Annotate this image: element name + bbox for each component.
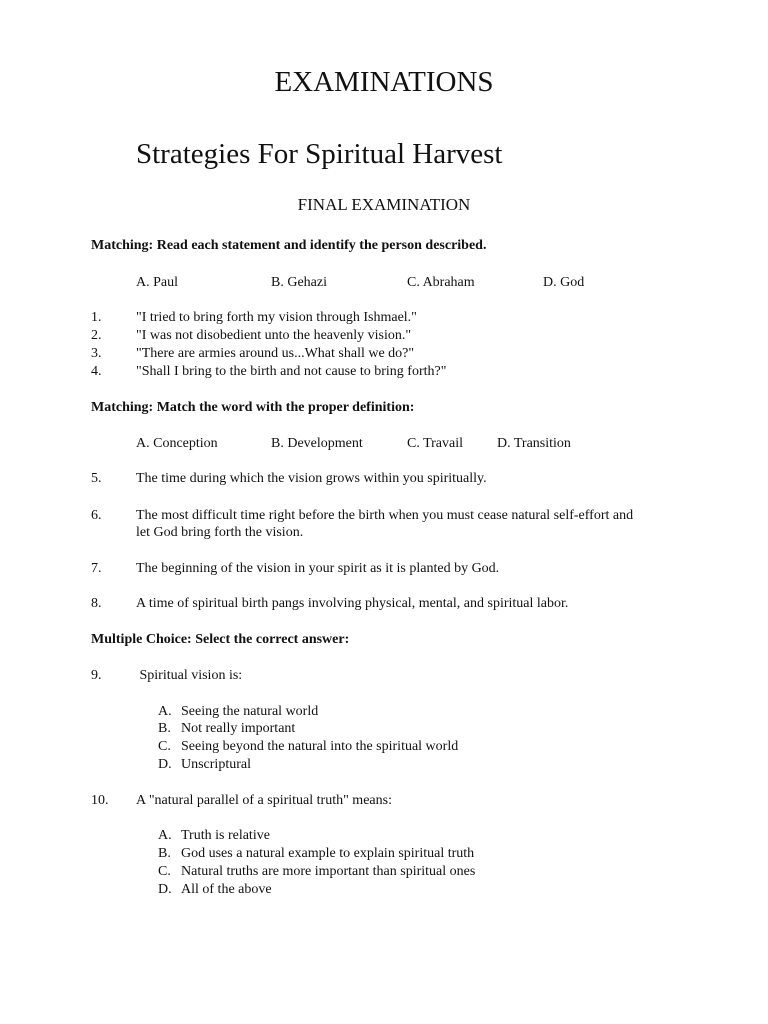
option-a: A. Paul <box>136 275 178 290</box>
item-number: 3. <box>91 346 102 361</box>
item-number: 4. <box>91 364 102 379</box>
choice-letter: A. <box>158 828 172 843</box>
choice-text: Unscriptural <box>181 757 251 772</box>
choice-text: All of the above <box>181 882 272 897</box>
option-b: B. Gehazi <box>271 275 327 290</box>
item-text: "Shall I bring to the birth and not cause to bring forth?" <box>136 364 447 379</box>
choice-letter: B. <box>158 721 171 736</box>
item-text-continued: let God bring forth the vision. <box>136 525 304 540</box>
choice-letter: D. <box>158 757 172 772</box>
question-text: A "natural parallel of a spiritual truth" means: <box>136 793 392 808</box>
page-title: EXAMINATIONS <box>274 66 494 98</box>
section-heading-multiple-choice: Multiple Choice: Select the correct answer: <box>91 632 350 647</box>
question-number: 10. <box>91 793 109 808</box>
choice-text: Not really important <box>181 721 296 736</box>
option-d: D. Transition <box>497 436 571 451</box>
choice-text: Natural truths are more important than spiritual ones <box>181 864 476 879</box>
item-number: 6. <box>91 508 102 523</box>
item-number: 7. <box>91 561 102 576</box>
section-heading-person-matching: Matching: Read each statement and identify the person described. <box>91 238 487 253</box>
item-text: "There are armies around us...What shall we do?" <box>136 346 415 361</box>
choice-text: God uses a natural example to explain spiritual truth <box>181 846 475 861</box>
item-text: "I was not disobedient unto the heavenly vision." <box>136 328 412 343</box>
choice-letter: C. <box>158 739 171 754</box>
item-number: 8. <box>91 596 102 611</box>
item-text: The beginning of the vision in your spirit as it is planted by God. <box>136 561 500 576</box>
item-text: A time of spiritual birth pangs involving physical, mental, and spiritual labor. <box>136 596 569 611</box>
choice-text: Seeing beyond the natural into the spiritual world <box>181 739 459 754</box>
item-number: 1. <box>91 310 102 325</box>
choice-text: Seeing the natural world <box>181 704 319 719</box>
choice-letter: B. <box>158 846 171 861</box>
option-b: B. Development <box>271 436 363 451</box>
choice-letter: C. <box>158 864 171 879</box>
option-c: C. Travail <box>407 436 464 451</box>
option-c: C. Abraham <box>407 275 475 290</box>
exam-title: FINAL EXAMINATION <box>297 195 471 214</box>
choice-letter: D. <box>158 882 172 897</box>
course-title: Strategies For Spiritual Harvest <box>136 138 503 170</box>
question-number: 9. <box>91 668 102 683</box>
choice-letter: A. <box>158 704 172 719</box>
item-text: The most difficult time right before the birth when you must cease natural self-effort and <box>136 508 634 523</box>
item-text: "I tried to bring forth my vision through Ishmael." <box>136 310 417 325</box>
question-text: Spiritual vision is: <box>136 668 243 683</box>
item-number: 5. <box>91 471 102 486</box>
option-d: D. God <box>543 275 585 290</box>
section-heading-definition-matching: Matching: Match the word with the proper definition: <box>91 400 415 415</box>
item-number: 2. <box>91 328 102 343</box>
option-a: A. Conception <box>136 436 218 451</box>
item-text: The time during which the vision grows within you spiritually. <box>136 471 487 486</box>
choice-text: Truth is relative <box>181 828 270 843</box>
